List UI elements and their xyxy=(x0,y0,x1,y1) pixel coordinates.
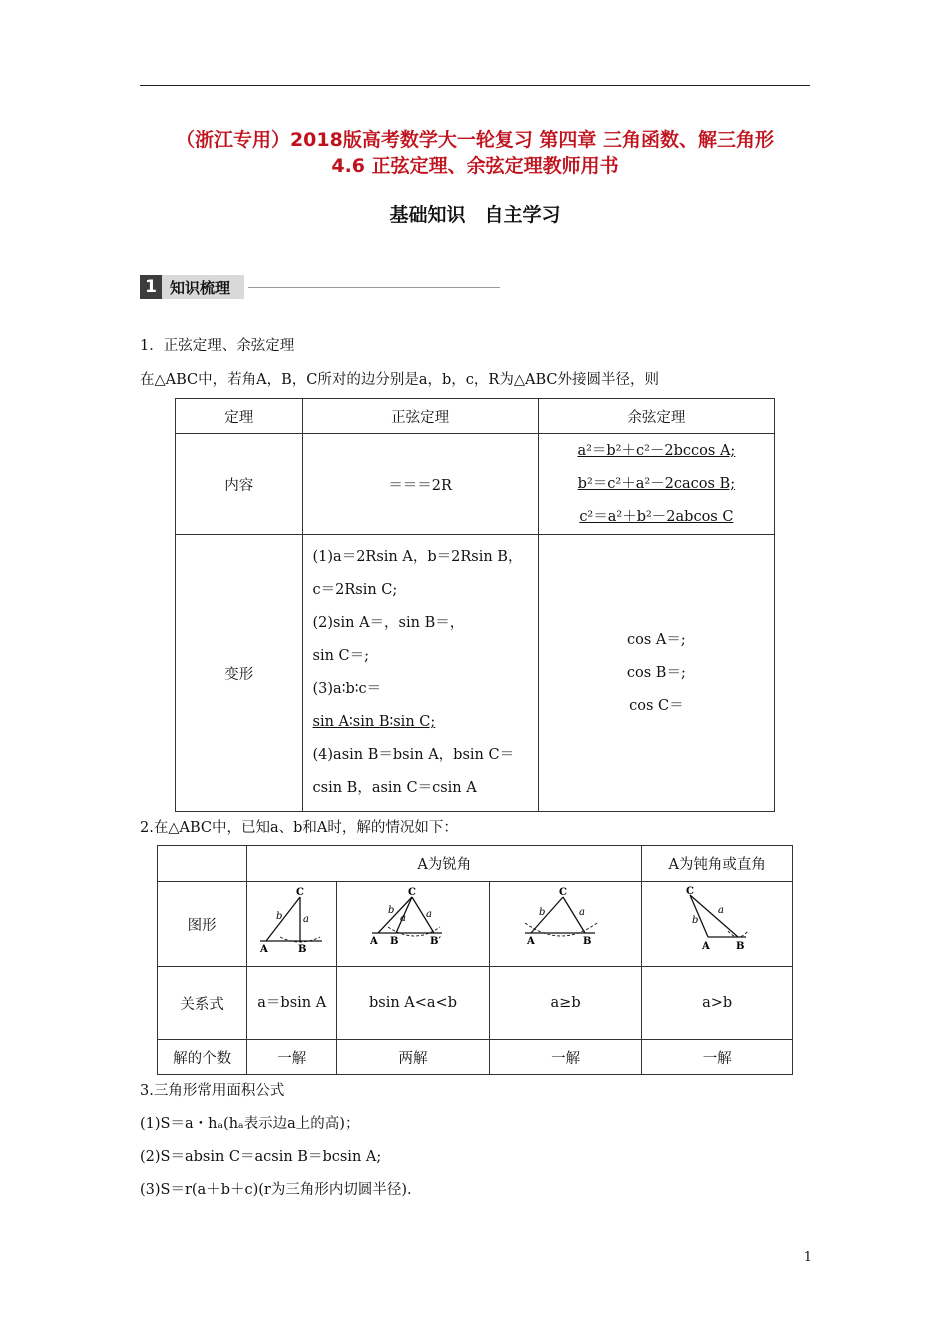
count-cell: 一解 xyxy=(489,1040,642,1075)
sine-variant-line: sin C＝; xyxy=(312,648,370,664)
row-label-relation: 关系式 xyxy=(158,967,247,1040)
header-sine-law: 正弦定理 xyxy=(302,399,538,434)
solution-count-row xyxy=(158,1040,793,1075)
svg-text:a: a xyxy=(425,908,432,920)
section-subtitle: 基础知识 自主学习 xyxy=(389,204,561,226)
top-rule xyxy=(140,85,810,86)
area-formula-1: (1)S＝a・hₐ(hₐ表示边a上的高)； xyxy=(140,1116,360,1132)
triangle-figure-two-solutions xyxy=(358,885,468,960)
triangle-figure-obtuse xyxy=(662,885,772,960)
svg-text:A: A xyxy=(259,943,268,955)
solutions-header-row xyxy=(158,846,793,882)
document-title-line2: 4.6 正弦定理、余弦定理教师用书 xyxy=(331,155,619,177)
svg-text:a: a xyxy=(578,906,585,918)
svg-text:b: b xyxy=(387,904,395,916)
svg-text:C: C xyxy=(686,885,695,897)
svg-text:A: A xyxy=(369,935,378,947)
sine-variant-line: c＝2Rsin C; xyxy=(312,582,398,598)
sine-variant-line: (3)a∶b∶c＝ xyxy=(312,681,382,697)
svg-text:b: b xyxy=(275,910,283,922)
svg-text:B: B xyxy=(297,943,307,955)
law-table xyxy=(175,398,775,812)
svg-text:A: A xyxy=(702,940,710,952)
solutions-table xyxy=(157,845,793,1075)
cosine-law-variants xyxy=(538,535,774,812)
sine-variant-line: (2)sin A＝，sin B＝， xyxy=(312,615,465,631)
svg-text:A: A xyxy=(526,935,535,947)
section-divider xyxy=(248,287,500,288)
cosine-formula-b: b²＝c²＋a²－2cacos B; xyxy=(577,475,736,492)
figure-cell-2 xyxy=(337,882,490,967)
svg-text:C: C xyxy=(407,886,416,898)
sine-law-variants xyxy=(302,535,538,812)
sine-variant-line: (4)asin B＝bsin A，bsin C＝ xyxy=(312,747,515,763)
svg-text:C: C xyxy=(295,886,304,898)
paragraph-4: 3.三角形常用面积公式 xyxy=(140,1083,285,1099)
area-formula-2: (2)S＝absin C＝acsin B＝bcsin A; xyxy=(140,1149,382,1165)
header-acute-angle: A为锐角 xyxy=(247,846,642,882)
header-obtuse-angle: A为钝角或直角 xyxy=(642,846,793,882)
svg-text:B: B xyxy=(582,935,592,947)
sine-law-content: ＝＝＝2R xyxy=(302,434,538,535)
sine-variant-line: sin A∶sin B∶sin C; xyxy=(312,714,436,730)
section-number: 1 xyxy=(140,275,162,299)
count-cell: 两解 xyxy=(337,1040,490,1075)
section-label: 知识梳理 xyxy=(162,275,244,299)
relation-cell: bsin A<a<b xyxy=(337,967,490,1040)
triangle-figure-right xyxy=(252,885,332,960)
svg-text:a: a xyxy=(302,913,309,925)
svg-text:C: C xyxy=(558,886,567,898)
svg-text:B′: B′ xyxy=(429,935,442,947)
row-label-count: 解的个数 xyxy=(158,1040,247,1075)
law-table-content-row xyxy=(176,434,775,535)
count-cell: 一解 xyxy=(642,1040,793,1075)
header-theorem: 定理 xyxy=(176,399,303,434)
cosine-variant-line: cos A＝; xyxy=(627,631,686,648)
document-title-line1: （浙江专用）2018版高考数学大一轮复习 第四章 三角函数、解三角形 xyxy=(175,129,775,151)
count-cell: 一解 xyxy=(247,1040,337,1075)
law-table-variant-row xyxy=(176,535,775,812)
cosine-variant-line: cos B＝; xyxy=(626,664,686,681)
paragraph-1: 1．正弦定理、余弦定理 xyxy=(140,338,295,354)
row-label-figure: 图形 xyxy=(158,882,247,967)
cosine-formula-c: c²＝a²＋b²－2abcos C xyxy=(579,508,734,525)
relation-cell: a>b xyxy=(642,967,793,1040)
law-table-header-row xyxy=(176,399,775,434)
sine-variant-line: (1)a＝2Rsin A，b＝2Rsin B， xyxy=(312,549,523,565)
svg-text:b: b xyxy=(538,906,545,918)
sine-variant-line: csin B，asin C＝csin A xyxy=(312,780,477,796)
figure-cell-1 xyxy=(247,882,337,967)
relation-cell: a≥b xyxy=(489,967,642,1040)
triangle-figure-one-solution xyxy=(511,885,621,960)
figure-cell-4 xyxy=(642,882,793,967)
paragraph-2: 在△ABC中，若角A，B，C所对的边分别是a，b，c，R为△ABC外接圆半径，则 xyxy=(140,372,659,388)
section-heading xyxy=(140,275,500,299)
paragraph-3: 2.在△ABC中，已知a、b和A时，解的情况如下： xyxy=(140,820,458,836)
cosine-variant-line: cos C＝ xyxy=(629,697,684,714)
relation-row xyxy=(158,967,793,1040)
figure-cell-3 xyxy=(489,882,642,967)
area-formula-3: (3)S＝r(a＋b＋c)(r为三角形内切圆半径). xyxy=(140,1182,412,1198)
svg-text:B: B xyxy=(736,940,745,952)
empty-corner xyxy=(158,846,247,882)
svg-text:a: a xyxy=(399,912,406,924)
svg-text:B: B xyxy=(389,935,399,947)
svg-text:b: b xyxy=(692,914,699,926)
row-label-variant: 变形 xyxy=(176,535,303,812)
relation-cell: a＝bsin A xyxy=(247,967,337,1040)
cosine-law-content xyxy=(538,434,774,535)
cosine-formula-a: a²＝b²＋c²－2bccos A; xyxy=(577,442,736,459)
page-number: 1 xyxy=(803,1250,812,1265)
svg-text:a: a xyxy=(718,904,725,916)
header-cosine-law: 余弦定理 xyxy=(538,399,774,434)
figure-row xyxy=(158,882,793,967)
row-label-content: 内容 xyxy=(176,434,303,535)
